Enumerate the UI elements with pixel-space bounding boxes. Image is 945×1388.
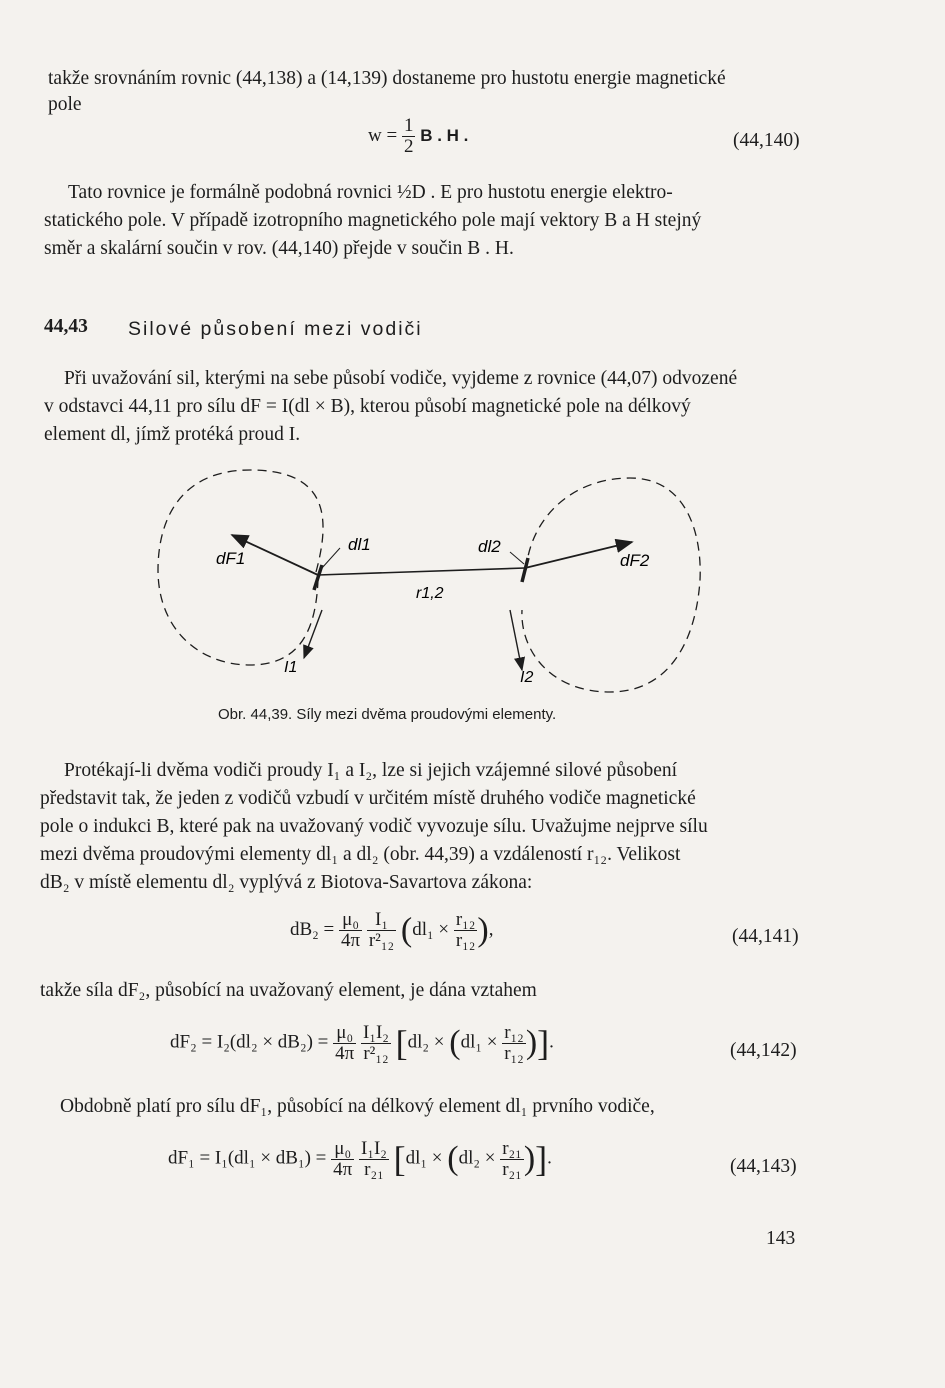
para3-line-4: mezi dvěma proudovými elementy dl₁ a dl₂ (obr. 44,39) a vzdáleností r₁₂. Velikost [40,844,681,865]
eq142-frac3: $\frac{\text{r₁₂}}{\text{r₁₂}}$ [504,1021,524,1064]
section-number: 44,43 [44,316,88,337]
equation-44-140 [368,116,468,157]
dl2-leader [510,552,524,564]
r12-vector-line [318,568,525,575]
figure-force-diagram [140,460,720,710]
intro-line-1: takže srovnáním rovnic (44,138) a (14,139) dostaneme pro hustotu energie magnetické [48,68,726,89]
label-r12: r1,2 [416,585,444,602]
dF2-arrow [525,542,632,568]
para5-line-1: Obdobně platí pro sílu dF₁, působící na délkový element dl₁ prvního vodiče, [60,1096,655,1117]
eq141-frac1: $\frac{\text{μ₀}}{4\pi}$ [341,909,361,951]
para3-line-1: Protékají-li dvěma vodiči proudy I₁ a I₂, lze si jejich vzájemné silové působení [64,760,678,781]
eq143-inner: dl₂ × [458,1147,496,1169]
para2-line-2: v odstavci 44,11 pro sílu dF = I(dl × B), kterou působí magnetické pole na délkový [44,396,691,417]
equation-44-141: dB₂ = $\frac{\text{μ₀}}{4\pi}$ $\frac{\text{I₁}}{\text{r²₁₂}}$ (dl₁ × $\frac{\text{r₁₂}}{\text{r₁₂}}$ ), [290,909,494,951]
para1-line-1: Tato rovnice je formálně podobná rovnici ½D . E pro hustotu energie elektro- [68,182,673,203]
eq142-lhs: dF₂ = I₂(dl₂ × dB₂) = [170,1031,329,1053]
eq142-bracket: dl₂ × [407,1031,445,1053]
para3-line-2: představit tak, že jeden z vodičů vzbudí v určitém místě druhého vodiče magnetické [40,788,696,809]
eq141-number: (44,141) [732,926,799,947]
intro-line-2: pole [48,94,82,115]
eq141-frac3: $\frac{\text{r₁₂}}{\text{r₁₂}}$ [455,909,476,951]
figure-caption: Obr. 44,39. Síly mezi dvěma proudovými elementy. [218,706,557,723]
equation-44-143: dF₁ = I₁(dl₁ × dB₁) = $\frac{\text{μ₀}}{4\pi}$ $\frac{\text{I₁I₂}}{\text{r₂₁}}$ [dl₁ × (dl₂ × $\frac{\text{r₂₁}}{\text{r₂₁}}$ )]. [168,1137,552,1180]
label-dl1: dl1 [348,535,371,554]
label-I2: I2 [520,669,534,686]
dl2-element [522,558,528,582]
eq140-number: (44,140) [733,130,800,151]
eq143-frac1: $\frac{\text{μ₀}}{4\pi}$ [333,1137,353,1180]
para1-line-3: směr a skalární součin v rov. (44,140) přejde v součin B . H. [44,238,514,259]
eq142-number: (44,142) [730,1040,797,1061]
para3-line-3: pole o indukci B, které pak na uvažovaný vodič vyvozuje sílu. Uvažujme nejprve sílu [40,816,708,837]
para3-line-5: dB₂ v místě elementu dl₂ vyplývá z Biotova-Savartova zákona: [40,872,533,893]
eq141-inner: dl₁ × [412,918,450,940]
eq141-frac2: $\frac{\text{I₁}}{\text{r²₁₂}}$ [368,909,395,951]
eq143-frac3: $\frac{\text{r₂₁}}{\text{r₂₁}}$ [502,1137,522,1180]
eq142-frac1: $\frac{\text{μ₀}}{4\pi}$ [335,1021,355,1064]
equation-44-142: dF₂ = I₂(dl₂ × dB₂) = $\frac{\text{μ₀}}{4\pi}$ $\frac{\text{I₁I₂}}{\text{r²₁₂}}$ [dl₂ × (dl₁ × $\frac{\text{r₁₂}}{\text{r₁₂}}$ )]. [170,1021,554,1064]
para4-line-1: takže síla dF₂, působící na uvažovaný element, je dána vztahem [40,980,537,1001]
eq143-bracket: dl₁ × [405,1147,443,1169]
page-number: 143 [766,1228,796,1249]
eq140-rhs: B . H . [420,125,469,145]
eq143-lhs: dF₁ = I₁(dl₁ × dB₁) = [168,1147,327,1169]
eq142-inner: dl₁ × [460,1031,498,1053]
section-title: Silové působení mezi vodiči [128,318,423,340]
para2-line-1: Při uvažování sil, kterými na sebe působí vodiče, vyjdeme z rovnice (44,07) odvozené [64,368,738,389]
eq143-number: (44,143) [730,1156,797,1177]
label-dl2: dl2 [478,537,501,556]
label-I1: I1 [284,659,298,676]
eq140-fraction [402,116,416,157]
eq141-lhs: dB₂ = [290,918,335,940]
I2-arrow [510,610,522,670]
eq143-frac2: $\frac{\text{I₁I₂}}{\text{r₂₁}}$ [361,1137,387,1180]
eq142-frac2: $\frac{\text{I₁I₂}}{\text{r²₁₂}}$ [363,1021,389,1064]
label-dF2: dF2 [620,551,650,570]
eq140-lhs: w = [368,124,398,146]
label-dF1: dF1 [216,549,246,568]
right-field-loop [522,478,700,692]
para1-line-2: statického pole. V případě izotropního magnetického pole mají vektory B a H stejný [44,210,702,231]
eq140-frac-num: 1 [403,115,414,136]
dl1-leader [322,548,340,568]
eq140-frac-den: 2 [403,136,414,157]
para2-line-3: element dl, jímž protéká proud I. [44,424,301,445]
